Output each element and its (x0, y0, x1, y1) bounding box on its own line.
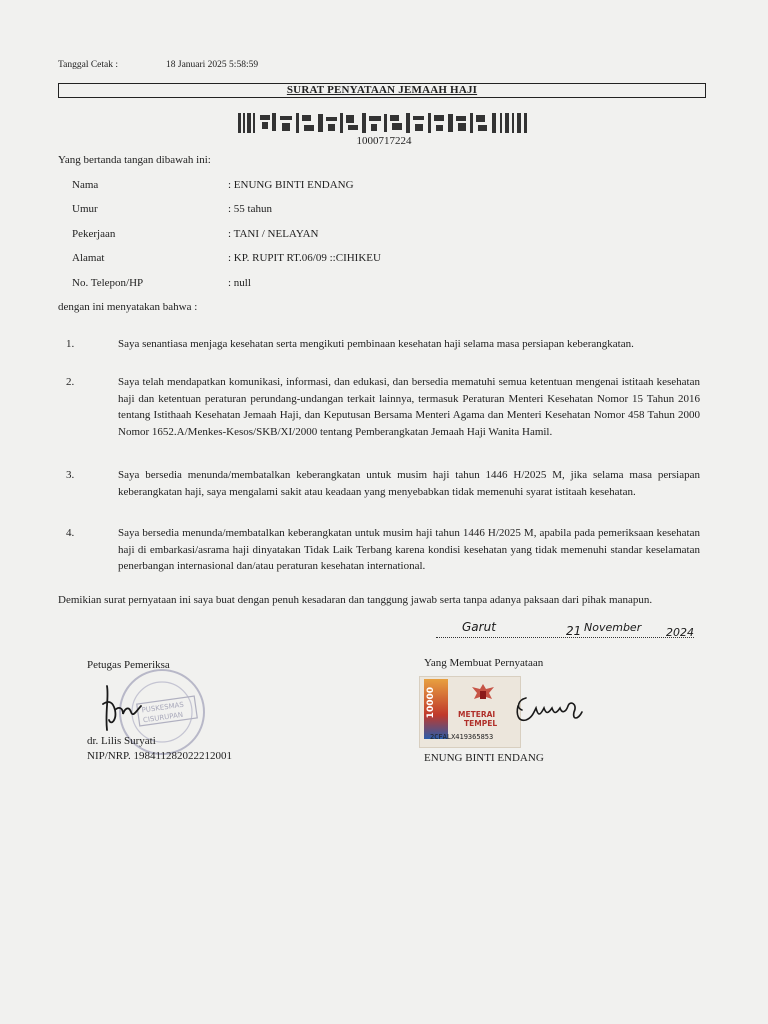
identity-value: : TANI / NELAYAN (228, 228, 319, 240)
right-signature (512, 690, 598, 732)
garuda-emblem-icon (468, 681, 498, 709)
identity-label: Pekerjaan (72, 228, 116, 240)
left-signatory-nip: NIP/NRP. 198411282022212001 (87, 750, 233, 762)
stamp-text-line-1: PUSKESMAS (141, 700, 185, 715)
identity-value: : 55 tahun (228, 203, 272, 215)
identity-value: : null (228, 277, 251, 289)
meterai-value: 10000 (426, 687, 436, 719)
meterai-label-2: TEMPEL (464, 719, 498, 728)
identity-label: No. Telepon/HP (72, 277, 144, 289)
barcode-number: 1000717224 (356, 135, 412, 147)
identity-value: : KP. RUPIT RT.06/09 ::CIHIKEU (228, 252, 381, 264)
item-text: Saya bersedia menunda/membatalkan keberangkatan untuk musim haji tahun 1446 H/2025 M, apabila pada pemeriksaan kesehatan haji di embarkasi/asrama haji dinyatakan Tidak Laik Terbang karena kondisi kesehatan yang tidak memenuhi standar keselamatan penerbangan internasional dan/atau peraturan kesehatan international. (118, 527, 700, 572)
identity-value: : ENUNG BINTI ENDANG (228, 179, 354, 191)
date-dotted-line (436, 637, 694, 638)
stamp-text-line-2: CISURUPAN (142, 710, 184, 725)
meterai-code: 2CFALX419365853 (430, 733, 494, 741)
item-text: Saya telah mendapatkan komunikasi, informasi, dan edukasi, dan bersedia mematuhi semua ketentuan mengenai istitaah kesehatan haji dan ketentuan peraturan perundang-undangan terkait lainnya, termasuk Peraturan Menteri Kesehatan Nomor 15 Tahun 2016 tentang Istithaah Kesehatan Jemaah Haji, dan Keputusan Bersama Menteri Agama dan Menteri Kesehatan Nomor 458 Tahun 2000 Nomor 1652.A/Menkes-Kesos/SKB/XI/2000 tentang Pemberangkatan Jemaah Haji Wanita Hamil. (118, 376, 700, 438)
statement-intro: dengan ini menyatakan bahwa : (58, 301, 198, 313)
month-handwritten: November (584, 621, 642, 634)
identity-label: Nama (72, 179, 99, 191)
print-date-value: 18 Januari 2025 5:58:59 (166, 60, 259, 70)
year-handwritten: 2024 (666, 626, 694, 639)
item-number: 2. (66, 376, 75, 388)
item-text: Saya senantiasa menjaga kesehatan serta mengikuti pembinaan kesehatan haji selama masa persiapan keberangkatan. (118, 338, 634, 350)
identity-label: Alamat (72, 252, 105, 264)
document-title: SURAT PENYATAAN JEMAAH HAJI (58, 83, 706, 98)
left-signatory-name: dr. Lilis Suryati (87, 735, 156, 747)
closing-paragraph: Demikian surat pernyataan ini saya buat dengan penuh kesadaran dan tanggung jawab serta tanpa adanya paksaan dari pihak manapun. (58, 594, 653, 606)
item-number: 3. (66, 469, 75, 481)
meterai-label-1: METERAI (458, 710, 496, 719)
place-handwritten: Garut (462, 620, 496, 634)
barcode (238, 113, 528, 133)
left-signatory-role: Petugas Pemeriksa (87, 659, 170, 671)
left-signature (95, 680, 155, 738)
right-signatory-name: ENUNG BINTI ENDANG (424, 752, 544, 764)
right-signatory-role: Yang Membuat Pernyataan (424, 657, 544, 669)
item-number: 1. (66, 338, 75, 350)
item-number: 4. (66, 527, 75, 539)
item-text: Saya bersedia menunda/membatalkan keberangkatan untuk musim haji tahun 1446 H/2025 M, jika selama masa persiapan keberangkatan haji, saya mengalami sakit atau keadaan yang menyebabkan tidak memenuhi syarat istitaah kesehatan. (118, 469, 700, 498)
identity-label: Umur (72, 203, 98, 215)
intro-text: Yang bertanda tangan dibawah ini: (58, 154, 211, 166)
meterai-stamp (419, 676, 521, 748)
day-handwritten: 21 (566, 624, 582, 638)
print-date-label: Tanggal Cetak : (58, 60, 119, 70)
